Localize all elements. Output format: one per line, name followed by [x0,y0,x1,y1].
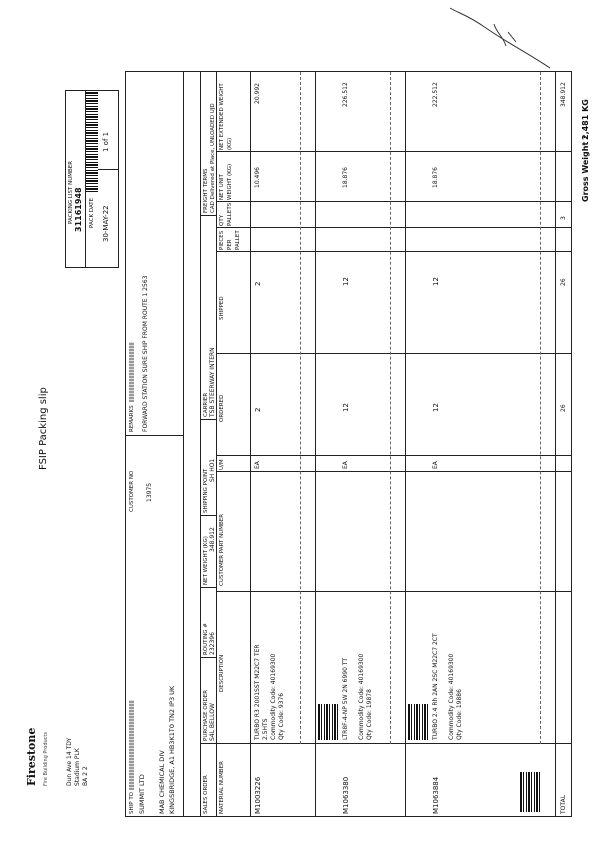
material-number: M1063884 [432,776,440,814]
company-address-line-2: Stadium PLK [74,748,81,786]
packing-list-number: 31161948 [74,187,83,232]
col-material: MATERIAL NUMBER [219,761,225,814]
purchase-order-label: PURCHASE ORDER [203,689,209,741]
net-extended-weight: 222.512 [432,82,439,107]
carrier-label: CARRIER [203,392,209,417]
ordered-qty: 12 [342,403,350,412]
total-ordered: 26 [560,404,567,412]
description-line-3: Commodity Code: 40169300 [270,653,277,740]
freight-terms: CAD Delivered at Place, UNLOADED UJD [210,103,216,213]
ship-to-name: SUMMIT LTD [138,774,146,814]
shipped-qty: 12 [432,277,440,286]
net-extended-weight: 226.512 [342,82,349,107]
col-customer-part: CUSTOMER PART NUMBER [219,513,225,586]
item-barcode [318,704,338,740]
material-number: M1003226 [254,776,262,814]
net-unit-weight: 10.496 [254,167,261,188]
ordered-qty: 2 [254,407,262,412]
remarks-label: REMARKS [129,405,135,432]
unit-of-measure: EA [254,461,261,469]
net-weight: 348.912 [209,527,216,552]
shipping-point-label: SHIPPING POINT [203,468,209,513]
company-address-line-3: BA 2 2 [82,766,89,786]
description-line-3: Commodity Code: 40169300 [358,653,365,740]
col-pieces-per-pallet: PIECES PER PALLET [219,230,241,250]
net-unit-weight: 18.876 [342,167,349,188]
company-subtitle: Fire Building Products [43,732,49,786]
description-line-4: Qty Code: 19886 [456,689,463,740]
total-shipped: 26 [560,278,567,286]
gross-weight-label: Gross Weight : [581,135,590,202]
net-extended-weight: 20.992 [254,83,261,104]
description-line-3: Commodity Code: 40169300 [448,653,455,740]
routing-label: ROUTING # [203,623,209,655]
company-address-line-1: Dun Ave 14 TDY [66,737,73,786]
ship-to-line-2: MAB CHEMICAL DIV [158,750,166,814]
freight-terms-label: FREIGHT TERMS [203,168,209,213]
description-line-4: Qty Code: 9376 [278,692,285,740]
material-number: M1063380 [342,776,350,814]
item-barcode [408,704,428,740]
gross-weight-value: 2,481 KG [581,99,590,140]
packing-list-barcode [86,92,98,192]
handwritten-signature [446,4,556,72]
customer-no: 13975 [146,482,153,502]
unit-of-measure: EA [432,461,439,469]
col-um: U/M [219,459,225,470]
description-line-1: TURBO R3 2001SST M22C7 TER [254,644,261,740]
ship-to-label: SHIP TO [129,791,135,814]
sales-order-label: SALES ORDER [203,775,209,814]
total-net-extended-weight: 348.912 [560,82,567,107]
page-number: 1 of 1 [102,131,110,152]
description-line-1: TURBO 2.4 Rh 2AN 2SC M22C7 2CT [432,633,439,740]
pack-date: 30-MAY-22 [102,205,110,242]
col-shipped: SHIPPED [219,296,225,320]
shipped-qty: 12 [342,277,350,286]
col-net-ext-weight: NET EXTENDED WEIGHT (KG) [219,83,233,150]
remarks-text: FORWARD STATION SURE SHIP FROM ROUTE 1 2563 [142,275,149,432]
net-unit-weight: 18.876 [432,167,439,188]
net-weight-label: NET WEIGHT (KG) [203,536,209,585]
ordered-qty: 12 [432,403,440,412]
col-net-unit-weight: NET UNIT WEIGHT (KG) [219,163,233,200]
col-ordered: ORDERED [219,394,225,422]
pack-date-label: PACK DATE [89,197,95,228]
description-line-1: LTR8F-4-NP 5W 2N 6990 TT [342,657,349,740]
company-logo: Firestone [25,727,38,786]
col-qty-pallets: QTY PALLETS [219,202,233,226]
packing-list-number-label: PACKING LIST NUMBER [68,160,74,224]
carrier: TSB STEERWAY INTERN [209,347,216,417]
total-barcode [520,772,540,812]
purchase-order: S4L BELLOW [209,703,216,741]
description-line-2: 2.5HTS [262,718,269,740]
ship-to-line-3: KINGSBRIDGE, A1 HB3K1T0 TN2 IP3 UK [168,685,176,814]
description-line-4: Qty Code: 19878 [366,689,373,740]
routing: 232396 [209,632,216,655]
col-description: DESCRIPTION [219,654,225,692]
total-qty-pallets: 3 [560,216,567,220]
customer-no-label: CUSTOMER NO [129,470,135,512]
shipping-point: SH HO1 [209,458,216,482]
page-title: FSIP Packing slip [38,387,49,470]
total-label: TOTAL [560,794,567,814]
shipped-qty: 2 [254,281,262,286]
unit-of-measure: EA [342,461,349,469]
